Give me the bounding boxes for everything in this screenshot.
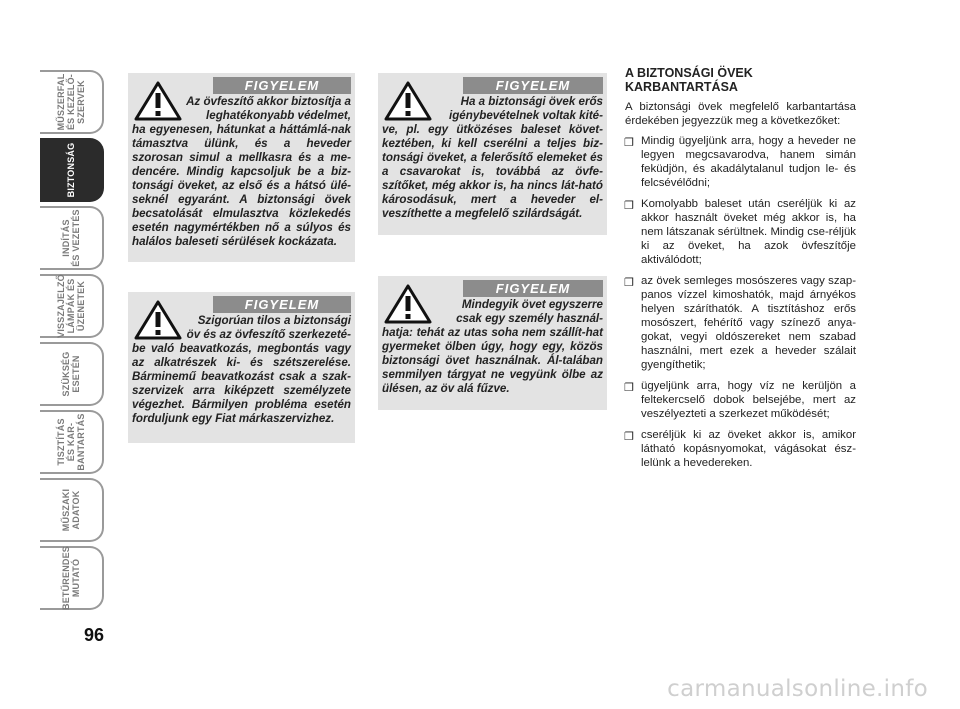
checkbox-bullet-icon: ❐ bbox=[624, 277, 634, 289]
tab-technical-data[interactable]: MŰSZAKI ADATOK bbox=[40, 478, 104, 542]
warning-lead: Ha a biztonsági övek erős igénybevételnek voltak kité- bbox=[448, 95, 603, 122]
tab-safety[interactable]: BIZTONSÁG bbox=[40, 138, 104, 202]
warning-lead: Az övfeszítő akkor biztosítja a leghatékonyabb védelmet, bbox=[186, 95, 351, 122]
page-number: 96 bbox=[84, 625, 105, 645]
tab-maintenance[interactable]: TISZTÍTÁS ÉS KAR- BANTARTÁS bbox=[40, 410, 104, 474]
checkbox-bullet-icon: ❐ bbox=[624, 137, 634, 149]
warning-box bbox=[378, 276, 607, 410]
checkbox-bullet-icon: ❐ bbox=[624, 382, 634, 394]
warning-lead: Mindegyik övet egyszerre csak egy személy használ- bbox=[456, 298, 603, 325]
tab-dashboard[interactable]: MŰSZERFAL ÉS KEZELŐ- SZERVEK bbox=[40, 70, 104, 134]
warning-heading: FIGYELEM bbox=[463, 280, 603, 297]
list-item: ❐ Mindig ügyeljünk arra, hogy a heveder ne legyen megcsavarodva, hanem simán feküdjön, és akadálytalanul tudjon le- és felcsévélődni; bbox=[624, 135, 856, 189]
checkbox-bullet-icon: ❐ bbox=[624, 200, 634, 212]
watermark: carmanualsonline.info bbox=[667, 676, 928, 702]
warning-triangle-icon bbox=[134, 300, 182, 340]
warning-box bbox=[378, 73, 607, 235]
warning-box bbox=[128, 292, 355, 443]
warning-triangle-icon bbox=[384, 81, 432, 121]
warning-body: be való beavatkozás, megbontás vagy az alkatrészek ki- és szétszerelése. Bárminemű beavatkozást csak a szak-szervizek arra kiképzett személyzete végezhet. Bármilyen probléma esetén forduljunk egy Fiat márkaszervizhez. bbox=[132, 342, 351, 425]
warning-body: ve, pl. egy ütközéses baleset követ-keztében, ki kell cserélni a teljes biz-tonsági öveket, a felerősítő elemeket és a csavarokat is, továbbá az övfe-szítőket, még akkor is, ha nincs lát-ható károsodásuk, mert a heveder el-veszíthette a megfelelő szilárdságát. bbox=[382, 123, 603, 220]
list-item: ❐ Komolyabb baleset után cseréljük ki az akkor használt öveket még akkor is, ha nem látszanak sérültnek. Mindig cse-réljük ki az öveket, ha azok övfeszítője aktiválódott; bbox=[624, 198, 856, 266]
section-title: A BIZTONSÁGI ÖVEK KARBANTARTÁSA bbox=[625, 66, 753, 94]
warning-lead: Szigorúan tilos a biztonsági öv és az övfeszítő szerkezeté- bbox=[186, 314, 351, 341]
tab-warning-lights[interactable]: VISSZAJELZŐ LÁMPÁK ÉS ÜZENETEK bbox=[40, 274, 104, 338]
checkbox-bullet-icon: ❐ bbox=[624, 431, 634, 443]
tab-starting-driving[interactable]: INDÍTÁS ÉS VEZETÉS bbox=[40, 206, 104, 270]
maintenance-section bbox=[617, 66, 856, 477]
warning-body: ha egyenesen, hátunkat a háttámlá-nak támasztva ülünk, és a heveder szorosan simul a mellkasra és a me-dencére. Mindig kapcsoljuk be a biz-tonsági öveket, az első és a hátsó ülé-seknél egyaránt. A biztonsági övek becsatolását elmulasztva közlekedés esetén nagymértékben nő a súlyos és halálos baleseti sérülések kockázata. bbox=[132, 123, 351, 248]
warning-body: hatja: tehát az utas soha nem szállít-hat gyermeket ölben úgy, hogy egy, közös biztonsági övet használnak. Ál-talában semmilyen tárgyat ne vegyünk ölbe az ülésen, az öv alá fűzve. bbox=[382, 326, 603, 395]
list-item: ❐ ügyeljünk arra, hogy víz ne kerüljön a feltekercselő dobok belsejébe, mert az veszélyezteti a szerkezet működését; bbox=[624, 380, 856, 420]
section-intro: A biztonsági övek megfelelő karbantartása érdekében jegyezzük meg a következőket: bbox=[625, 101, 856, 127]
maintenance-list bbox=[617, 134, 856, 470]
warning-triangle-icon bbox=[134, 81, 182, 121]
warning-heading: FIGYELEM bbox=[213, 296, 351, 313]
tab-emergency[interactable]: SZÜKSÉG ESETÉN bbox=[40, 342, 104, 406]
list-item: ❐ cseréljük ki az öveket akkor is, amikor látható kopásnyomokat, vágásokat ész-lelünk a hevedereken. bbox=[624, 429, 856, 469]
warning-box bbox=[128, 73, 355, 262]
warning-heading: FIGYELEM bbox=[463, 77, 603, 94]
warning-triangle-icon bbox=[384, 284, 432, 324]
warning-heading: FIGYELEM bbox=[213, 77, 351, 94]
list-item: ❐ az övek semleges mosószeres vagy szap-panos vízzel kimoshatók, majd árnyékos helyen száríthatók. A tisztításhoz erős mosószert, fehérítő vagy színező anya-gokat, vegyi oldószereket nem szabad használni, mert ezek a heveder szálait gyengíthetik; bbox=[624, 275, 856, 371]
tab-index[interactable]: BETŰRENDES MUTATÓ bbox=[40, 546, 104, 610]
